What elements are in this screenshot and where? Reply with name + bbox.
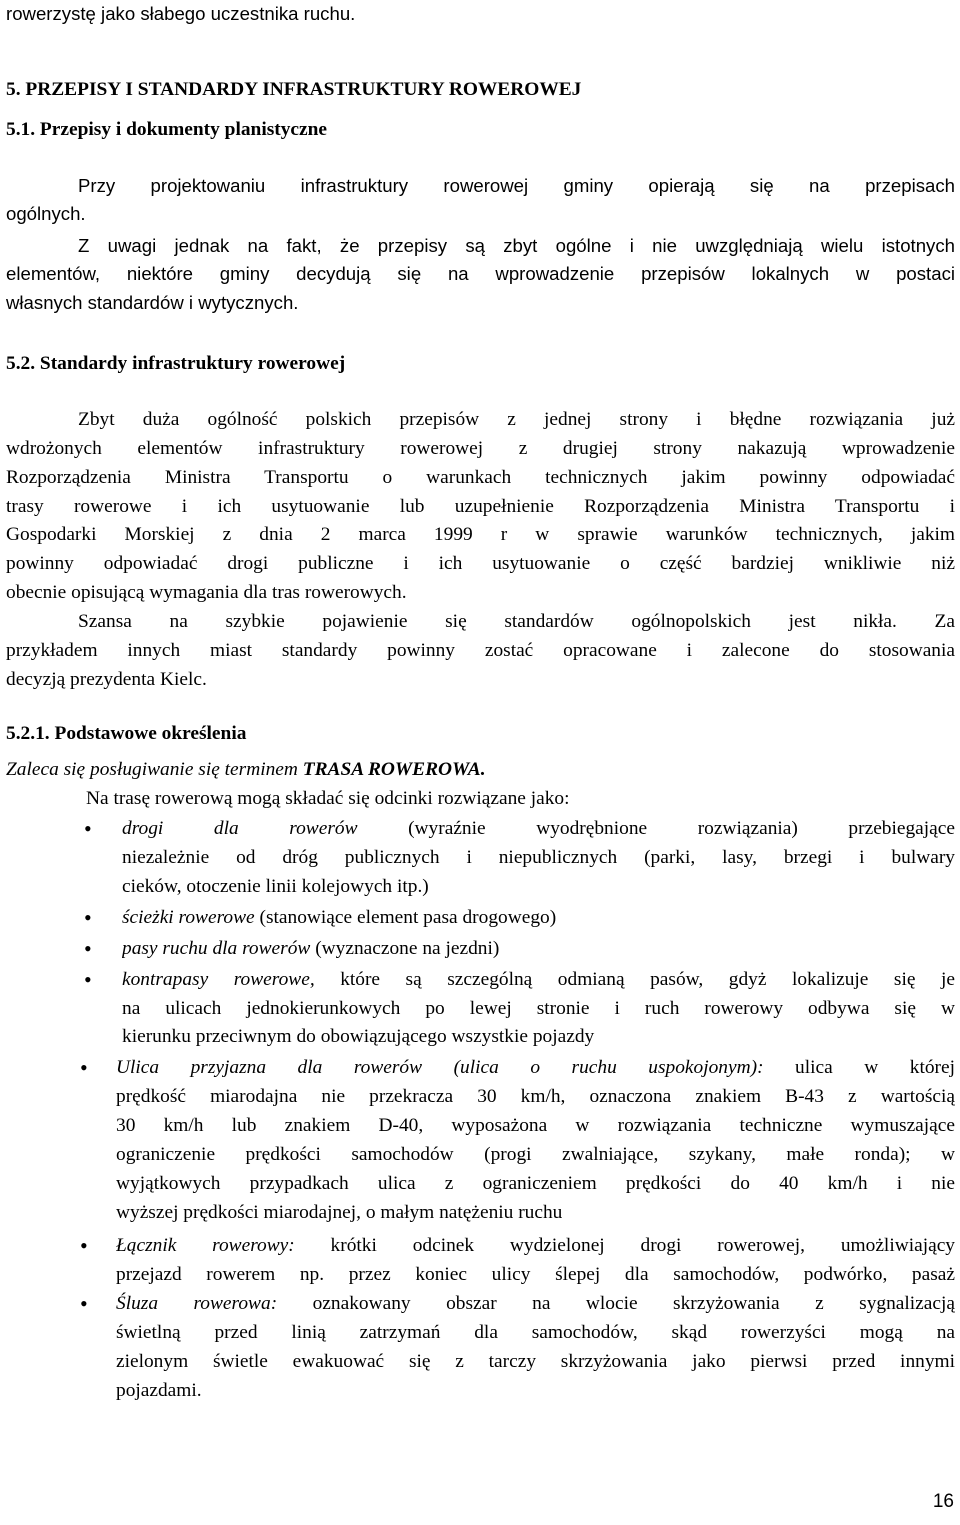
- bullet-icon: •: [80, 1055, 88, 1080]
- list-item-line: [122, 904, 955, 932]
- bullet-icon: •: [80, 1291, 88, 1316]
- definition-line: zielonym świetle ewakuować się z tarczy skrzyżowania jako pierwsi przed innymi: [116, 1351, 955, 1372]
- recommendation-prefix: Zaleca się posługiwanie się terminem: [6, 759, 303, 780]
- paragraph-line: własnych standardów i wytycznych.: [6, 292, 299, 313]
- definition-line: pojazdami.: [116, 1380, 202, 1401]
- subsection-heading: 5.1. Przepisy i dokumenty planistyczne: [6, 119, 328, 140]
- definition-text: ulica w której: [763, 1057, 955, 1078]
- definition-text: oznakowany obszar na wlocie skrzyżowania z sygnalizacją: [277, 1293, 955, 1314]
- list-item-line: [122, 815, 955, 843]
- definition-term: Śluza rowerowa:: [116, 1293, 278, 1314]
- list-intro: Na trasę rowerową mogą składać się odcinki rozwiązane jako:: [86, 788, 570, 809]
- bullet-icon: •: [84, 816, 92, 841]
- paragraph-line: ogólnych.: [6, 203, 86, 224]
- paragraph-line: przykładem innych miast standardy powinny zostać opracowane i zalecone do stosowania: [6, 640, 955, 661]
- paragraph-line: powinny odpowiadać drogi publiczne i ich usytuowanie o część bardziej wnikliwie niż: [6, 553, 955, 574]
- list-item-term: drogi dla rowerów: [122, 818, 358, 839]
- list-item-text: (wyraźnie wyodrębnione rozwiązania) przebiegające: [357, 818, 955, 839]
- subsection-heading: 5.2.1. Podstawowe określenia: [6, 723, 247, 744]
- subsection-heading: 5.2. Standardy infrastruktury rowerowej: [6, 353, 346, 374]
- definition-line: wyższej prędkości miarodajnej, o małym natężeniu ruchu: [116, 1202, 563, 1223]
- paragraph-line: Gospodarki Morskiej z dnia 2 marca 1999 r w sprawie warunków technicznych, jakim: [6, 524, 955, 545]
- paragraph-line: obecnie opisującą wymagania dla tras rowerowych.: [6, 582, 407, 603]
- list-item-line: [122, 966, 955, 994]
- definition-line: [116, 1232, 955, 1260]
- definition-line: wyjątkowych przypadkach ulica z ograniczeniem prędkości do 40 km/h i nie: [116, 1173, 955, 1194]
- definition-line: prędkość miarodajna nie przekracza 30 km/h, oznaczona znakiem B-43 z wartością: [116, 1086, 955, 1107]
- definition-term: Łącznik rowerowy:: [116, 1235, 295, 1256]
- recommendation-term: TRASA ROWEROWA.: [302, 759, 486, 780]
- paragraph-line: Przy projektowaniu infrastruktury rowerowej gminy opierają się na przepisach: [78, 175, 955, 196]
- page-number: 16: [932, 1491, 954, 1512]
- bullet-icon: •: [84, 967, 92, 992]
- definition-term: Ulica przyjazna dla rowerów (ulica o ruchu uspokojonym):: [116, 1057, 764, 1078]
- list-item-line: niezależnie od dróg publicznych i niepublicznych (parki, lasy, brzegi i bulwary: [122, 847, 955, 868]
- paragraph-line: trasy rowerowe i ich usytuowanie lub uzupełnienie Rozporządzenia Ministra Transportu i: [6, 496, 955, 517]
- definition-line: [116, 1290, 955, 1318]
- paragraph-line: elementów, niektóre gminy decydują się na wprowadzenie przepisów lokalnych w postaci: [6, 263, 955, 284]
- paragraph-line: Zbyt duża ogólność polskich przepisów z jednej strony i błędne rozwiązania już: [78, 409, 955, 430]
- section-heading: 5. PRZEPISY I STANDARDY INFRASTRUKTURY ROWEROWEJ: [6, 79, 582, 100]
- bullet-icon: •: [84, 905, 92, 930]
- paragraph-line: Szansa na szybkie pojawienie się standardów ogólnopolskich jest nikła. Za: [78, 611, 955, 632]
- list-item-term: ścieżki rowerowe: [122, 907, 255, 928]
- list-item-term: pasy ruchu dla rowerów: [122, 938, 311, 959]
- definition-line: 30 km/h lub znakiem D-40, wyposażona w rozwiązania techniczne wymuszające: [116, 1115, 955, 1136]
- list-item-text: (stanowiące element pasa drogowego): [254, 907, 557, 928]
- paragraph-line: Rozporządzenia Ministra Transportu o warunkach technicznych jakim powinny odpowiadać: [6, 467, 955, 488]
- list-item-term: kontrapasy rowerowe,: [122, 969, 315, 990]
- definition-line: przejazd rowerem np. przez koniec ulicy ślepej dla samochodów, podwórko, pasaż: [116, 1264, 955, 1285]
- bullet-icon: •: [84, 936, 92, 961]
- paragraph-line: Z uwagi jednak na fakt, że przepisy są zbyt ogólne i nie uwzględniają wielu istotnych: [78, 235, 955, 256]
- list-item-line: kierunku przeciwnym do obowiązującego wszystkie pojazdy: [122, 1026, 595, 1047]
- definition-line: ograniczenie prędkości samochodów (progi zwalniające, szykany, małe ronda); w: [116, 1144, 955, 1165]
- list-item-line: cieków, otoczenie linii kolejowych itp.): [122, 876, 429, 897]
- paragraph-line: wdrożonych elementów infrastruktury rowerowej z drugiej strony nakazują wprowadzenie: [6, 438, 955, 459]
- list-item-text: które są szczególną odmianą pasów, gdyż lokalizuje się je: [314, 969, 955, 990]
- definition-text: krótki odcinek wydzielonej drogi rowerowej, umożliwiający: [294, 1235, 955, 1256]
- definition-line: świetlną przed linią zatrzymań dla samochodów, skąd rowerzyści mogą na: [116, 1322, 955, 1343]
- intro-text: rowerzystę jako słabego uczestnika ruchu.: [6, 3, 356, 24]
- paragraph-line: decyzją prezydenta Kielc.: [6, 669, 207, 690]
- list-item-line: [122, 935, 955, 963]
- bullet-icon: •: [80, 1233, 88, 1258]
- list-item-text: (wyznaczone na jezdni): [310, 938, 500, 959]
- recommendation-line: [6, 756, 955, 784]
- definition-line: [116, 1054, 955, 1082]
- list-item-line: na ulicach jednokierunkowych po lewej stronie i ruch rowerowy odbywa się w: [122, 998, 955, 1019]
